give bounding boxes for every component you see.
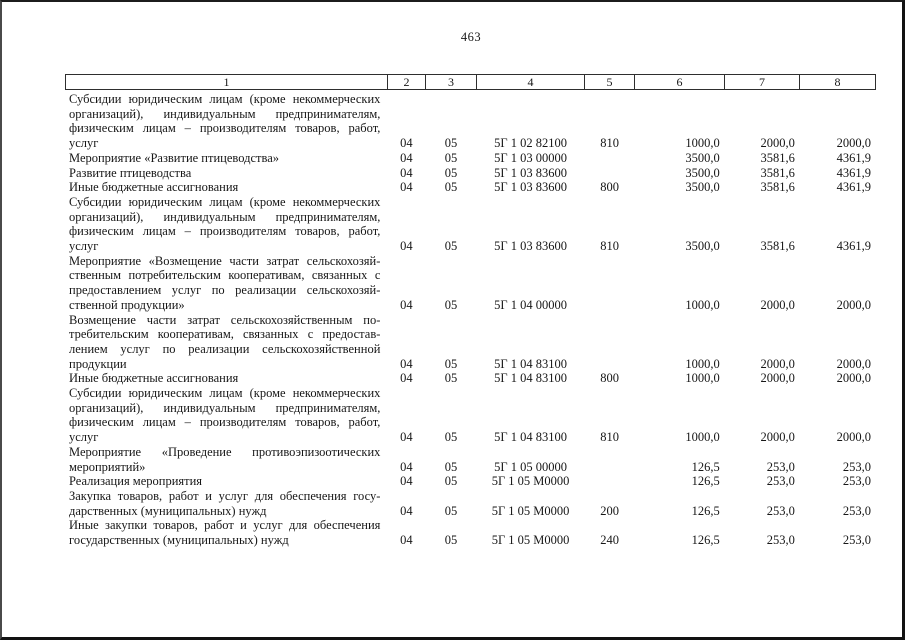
cell-sum-2: 2000,0	[760, 430, 795, 445]
cell-tselevaya-statya: 5Г 1 05 М0000	[491, 474, 570, 489]
table-row	[65, 313, 876, 372]
cell-naimenovanie: Иные закупки товаров, работ и услуг для обеспечения государственных (муниципальных) нужд	[69, 518, 381, 548]
cell-tselevaya-statya: 5Г 1 05 М0000	[491, 533, 570, 548]
table-row	[65, 489, 876, 518]
cell-vid-rashodov: 810	[600, 430, 620, 445]
cell-sum-1: 126,5	[691, 459, 720, 474]
cell-tselevaya-statya: 5Г 1 04 00000	[494, 297, 567, 312]
cell-sum-1: 126,5	[691, 503, 720, 518]
cell-razdel: 04	[400, 430, 413, 445]
table-row	[65, 445, 876, 474]
cell-sum-2: 253,0	[766, 459, 795, 474]
cell-razdel: 04	[400, 165, 413, 180]
cell-razdel: 04	[400, 503, 413, 518]
cell-sum-2: 3581,6	[760, 165, 795, 180]
cell-sum-1: 1000,0	[685, 356, 720, 371]
column-header: 5	[585, 75, 635, 90]
cell-sum-3: 4361,9	[836, 165, 871, 180]
cell-sum-1: 3500,0	[685, 180, 720, 195]
cell-vid-rashodov: 200	[600, 503, 620, 518]
cell-sum-3: 4361,9	[836, 239, 871, 254]
cell-sum-2: 3581,6	[760, 150, 795, 165]
cell-sum-2: 2000,0	[760, 297, 795, 312]
column-header: 6	[635, 75, 725, 90]
cell-naimenovanie: Субсидии юридическим лицам (кроме некоммерческих организаций), индивидуальным предпринимателям, физическим лицам – производителям товаров, работ, услуг	[69, 92, 381, 151]
table-row	[65, 92, 876, 151]
cell-tselevaya-statya: 5Г 1 03 83600	[494, 180, 567, 195]
cell-naimenovanie: Закупка товаров, работ и услуг для обеспечения госу- дарственных (муниципальных) нужд	[69, 488, 381, 518]
cell-podrazdel: 05	[444, 297, 458, 312]
table-row	[65, 180, 876, 195]
cell-vid-rashodov	[585, 151, 635, 166]
column-header: 4	[477, 75, 585, 90]
cell-naimenovanie: Развитие птицеводства	[69, 165, 192, 180]
cell-vid-rashodov: 810	[600, 136, 620, 151]
table-row	[65, 254, 876, 313]
cell-razdel: 04	[400, 136, 413, 151]
cell-sum-3: 2000,0	[836, 430, 871, 445]
cell-sum-2: 2000,0	[760, 371, 795, 386]
cell-sum-3: 2000,0	[836, 356, 871, 371]
cell-sum-3: 2000,0	[836, 371, 871, 386]
cell-vid-rashodov: 800	[600, 371, 620, 386]
cell-sum-3: 253,0	[842, 459, 871, 474]
cell-sum-1: 1000,0	[685, 136, 720, 151]
cell-podrazdel: 05	[444, 459, 458, 474]
cell-sum-1: 1000,0	[685, 371, 720, 386]
cell-tselevaya-statya: 5Г 1 03 83600	[494, 165, 567, 180]
cell-podrazdel: 05	[444, 165, 458, 180]
column-header: 2	[388, 75, 426, 90]
header-row	[66, 75, 876, 90]
cell-naimenovanie: Субсидии юридическим лицам (кроме некоммерческих организаций), индивидуальным предпринимателям, физическим лицам – производителям товаров, работ, услуг	[69, 386, 381, 445]
cell-razdel: 04	[400, 474, 413, 489]
cell-sum-1: 3500,0	[685, 239, 720, 254]
cell-podrazdel: 05	[444, 356, 458, 371]
cell-podrazdel: 05	[444, 136, 458, 151]
cell-sum-3: 253,0	[842, 533, 871, 548]
cell-vid-rashodov	[585, 445, 635, 474]
column-header: 8	[800, 75, 876, 90]
cell-vid-rashodov: 800	[600, 180, 620, 195]
cell-naimenovanie: Возмещение части затрат сельскохозяйственным по- требительским кооперативам, связанных с предостав- лением услуг по реализации сельскохозяйственной продукции	[69, 312, 381, 371]
table-header	[65, 74, 876, 90]
cell-vid-rashodov	[585, 474, 635, 489]
cell-sum-1: 126,5	[691, 474, 720, 489]
cell-razdel: 04	[400, 180, 413, 195]
cell-podrazdel: 05	[444, 239, 458, 254]
page-number: 463	[460, 30, 482, 44]
cell-sum-3: 253,0	[842, 474, 871, 489]
table-row	[65, 195, 876, 254]
cell-podrazdel: 05	[444, 150, 458, 165]
cell-sum-1: 3500,0	[685, 150, 720, 165]
cell-tselevaya-statya: 5Г 1 05 00000	[494, 459, 567, 474]
cell-sum-2: 253,0	[766, 503, 795, 518]
table-row	[65, 474, 876, 489]
cell-naimenovanie: Реализация мероприятия	[69, 474, 203, 489]
cell-tselevaya-statya: 5Г 1 03 83600	[494, 239, 567, 254]
table-row	[65, 151, 876, 166]
cell-tselevaya-statya: 5Г 1 04 83100	[494, 371, 567, 386]
cell-tselevaya-statya: 5Г 1 04 83100	[494, 430, 567, 445]
column-header: 1	[66, 75, 388, 90]
cell-tselevaya-statya: 5Г 1 03 00000	[494, 150, 567, 165]
table-row	[65, 518, 876, 547]
cell-sum-3: 2000,0	[836, 136, 871, 151]
cell-sum-1: 1000,0	[685, 430, 720, 445]
cell-naimenovanie: Субсидии юридическим лицам (кроме некоммерческих организаций), индивидуальным предпринимателям, физическим лицам – производителям товаров, работ, услуг	[69, 194, 381, 254]
cell-sum-1: 126,5	[691, 533, 720, 548]
column-header: 3	[426, 75, 477, 90]
budget-table	[65, 92, 876, 548]
cell-tselevaya-statya: 5Г 1 04 83100	[494, 356, 567, 371]
cell-sum-2: 3581,6	[760, 239, 795, 254]
cell-vid-rashodov: 810	[600, 239, 620, 254]
cell-naimenovanie: Иные бюджетные ассигнования	[69, 180, 239, 195]
cell-razdel: 04	[400, 533, 413, 548]
cell-podrazdel: 05	[444, 180, 458, 195]
cell-razdel: 04	[400, 150, 413, 165]
cell-sum-1: 3500,0	[685, 165, 720, 180]
column-header: 7	[725, 75, 800, 90]
table-row	[65, 166, 876, 181]
cell-tselevaya-statya: 5Г 1 02 82100	[494, 136, 567, 151]
table-row	[65, 371, 876, 386]
cell-podrazdel: 05	[444, 371, 458, 386]
cell-vid-rashodov: 240	[600, 533, 620, 548]
cell-tselevaya-statya: 5Г 1 05 М0000	[491, 503, 570, 518]
cell-razdel: 04	[400, 459, 413, 474]
cell-vid-rashodov	[585, 313, 635, 372]
cell-vid-rashodov	[585, 166, 635, 181]
cell-naimenovanie: Мероприятие «Развитие птицеводства»	[69, 150, 279, 165]
cell-sum-2: 2000,0	[760, 136, 795, 151]
cell-podrazdel: 05	[444, 533, 458, 548]
table-row	[65, 386, 876, 445]
cell-sum-2: 253,0	[766, 533, 795, 548]
cell-sum-3: 2000,0	[836, 297, 871, 312]
cell-vid-rashodov	[585, 254, 635, 313]
cell-naimenovanie: Мероприятие «Возмещение части затрат сельскохозяй- ственным потребительским кооперативам, связанных с предоставлением услуг по реализации сельскохозяй- ственной продукции»	[69, 253, 381, 312]
cell-sum-1: 1000,0	[685, 297, 720, 312]
cell-sum-3: 4361,9	[836, 180, 871, 195]
cell-razdel: 04	[400, 297, 413, 312]
cell-naimenovanie: Мероприятие «Проведение противоэпизоотических мероприятий»	[69, 444, 381, 474]
cell-podrazdel: 05	[444, 503, 458, 518]
cell-sum-2: 253,0	[766, 474, 795, 489]
cell-razdel: 04	[400, 356, 413, 371]
cell-sum-3: 253,0	[842, 503, 871, 518]
cell-sum-3: 4361,9	[836, 150, 871, 165]
cell-sum-2: 3581,6	[760, 180, 795, 195]
cell-podrazdel: 05	[444, 430, 458, 445]
cell-podrazdel: 05	[444, 474, 458, 489]
cell-sum-2: 2000,0	[760, 356, 795, 371]
cell-razdel: 04	[400, 239, 413, 254]
cell-razdel: 04	[400, 371, 413, 386]
cell-naimenovanie: Иные бюджетные ассигнования	[69, 371, 239, 386]
